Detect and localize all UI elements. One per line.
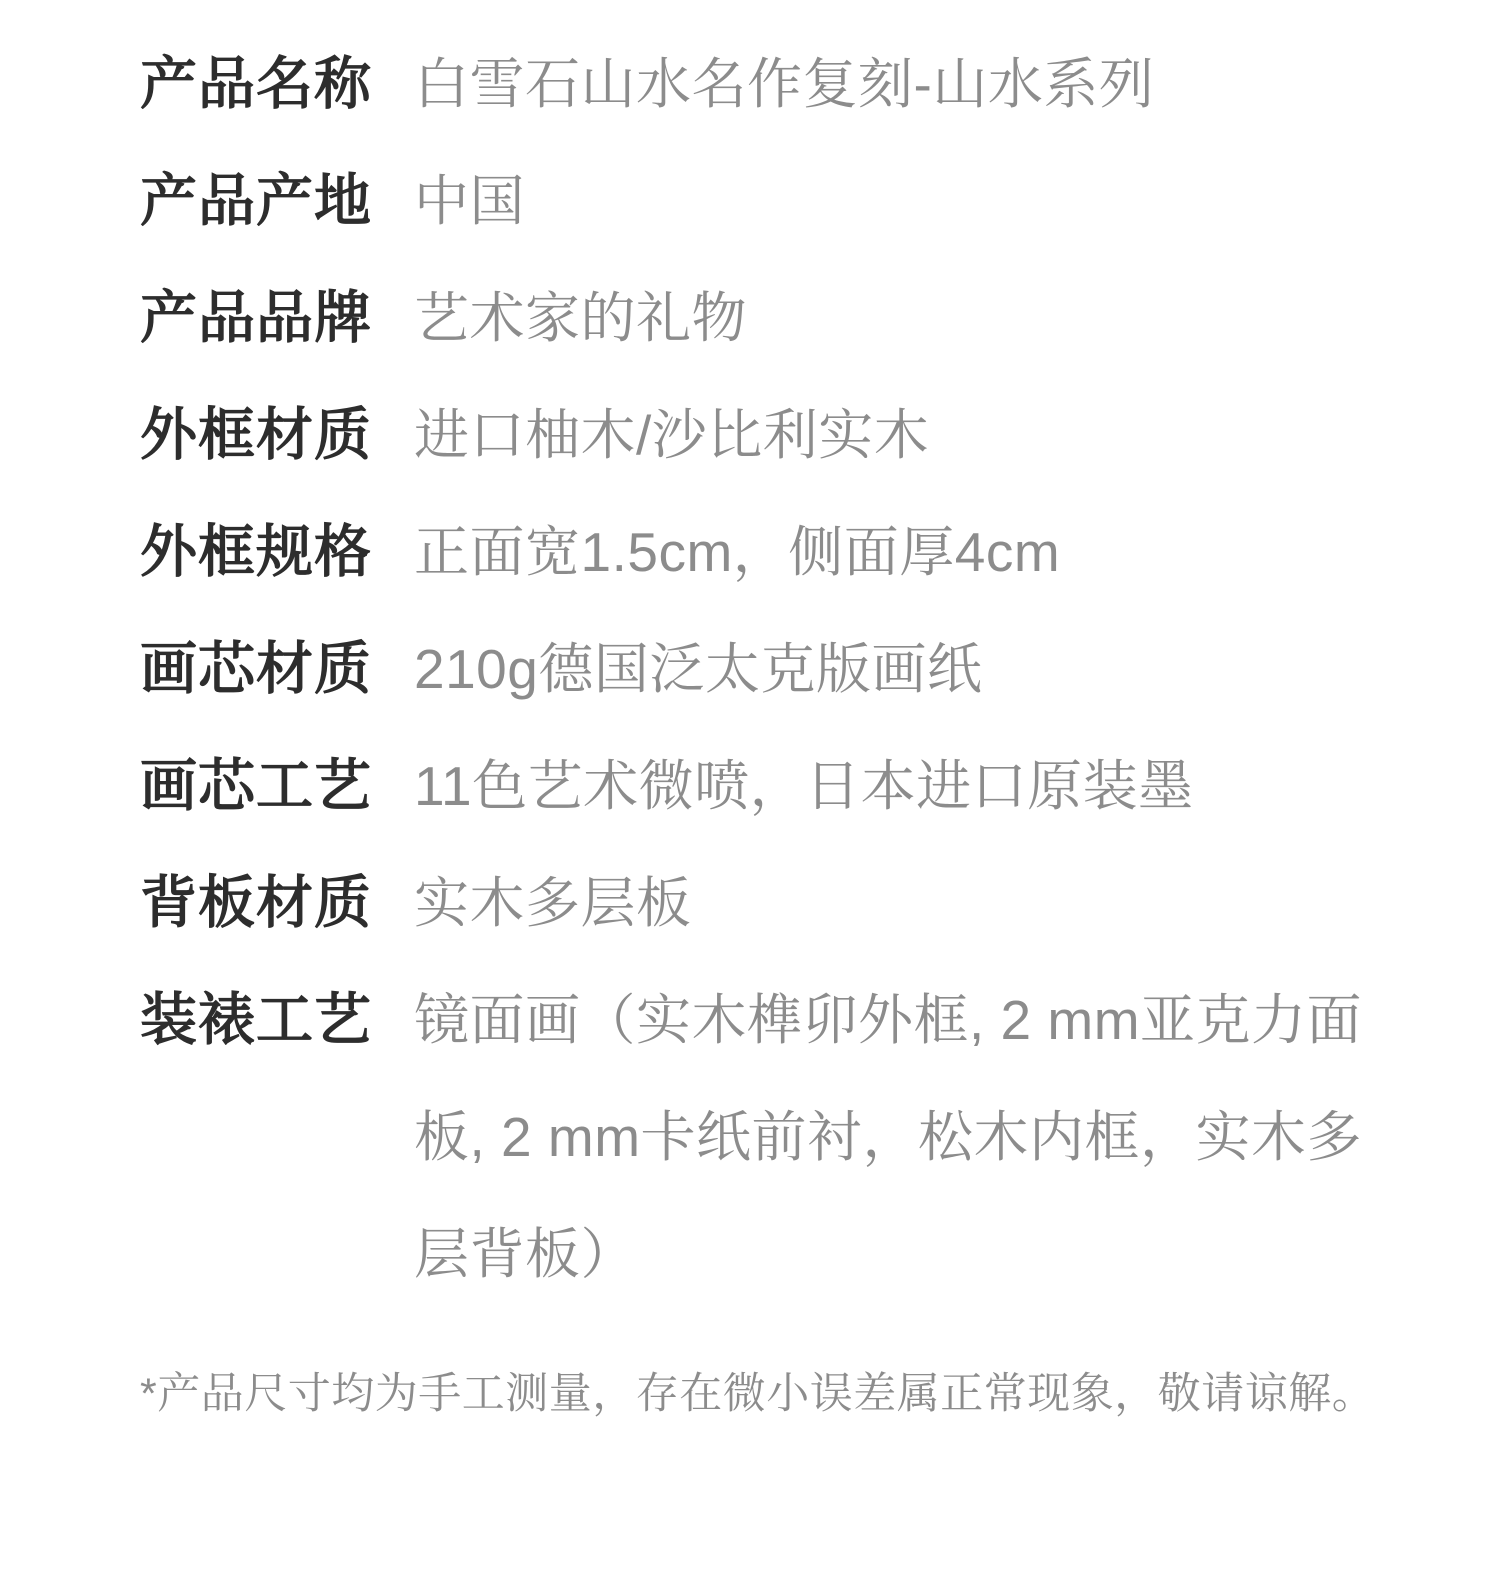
spec-value: 进口柚木/沙比利实木 — [414, 404, 930, 466]
spec-value: 中国 — [414, 170, 526, 232]
spec-row-frame-size — [140, 494, 1440, 611]
spec-value: 实木多层板 — [414, 872, 692, 934]
spec-value: 11色艺术微喷，日本进口原装墨 — [414, 755, 1194, 817]
spec-value: 镜面画（实木榫卯外框, 2 mm亚克力面板, 2 mm卡纸前衬，松木内框，实木多层背板） — [414, 989, 1363, 1285]
spec-label: 画芯材质 — [140, 637, 372, 701]
spec-label: 外框材质 — [140, 403, 372, 467]
spec-label: 画芯工艺 — [140, 754, 372, 818]
spec-label: 产品品牌 — [140, 286, 372, 350]
spec-row-frame-material — [140, 377, 1440, 494]
spec-row-origin — [140, 143, 1440, 260]
spec-value: 正面宽1.5cm，侧面厚4cm — [414, 521, 1061, 583]
spec-row-print-process — [140, 728, 1440, 845]
spec-label: 外框规格 — [140, 520, 372, 584]
spec-label: 装裱工艺 — [140, 988, 372, 1052]
spec-row-backboard-material — [140, 845, 1440, 962]
spec-row-brand — [140, 260, 1440, 377]
spec-row-mounting-process — [140, 962, 1440, 1313]
measurement-disclaimer: *产品尺寸均为手工测量，存在微小误差属正常现象，敬请谅解。 — [140, 1370, 1376, 1418]
spec-label: 产品产地 — [140, 169, 372, 233]
spec-value: 艺术家的礼物 — [414, 287, 748, 349]
spec-row-product-name — [140, 26, 1440, 143]
spec-value: 白雪石山水名作复刻-山水系列 — [414, 53, 1155, 115]
spec-value: 210g德国泛太克版画纸 — [414, 638, 983, 700]
spec-label: 背板材质 — [140, 871, 372, 935]
spec-row-print-material — [140, 611, 1440, 728]
spec-label: 产品名称 — [140, 52, 372, 116]
